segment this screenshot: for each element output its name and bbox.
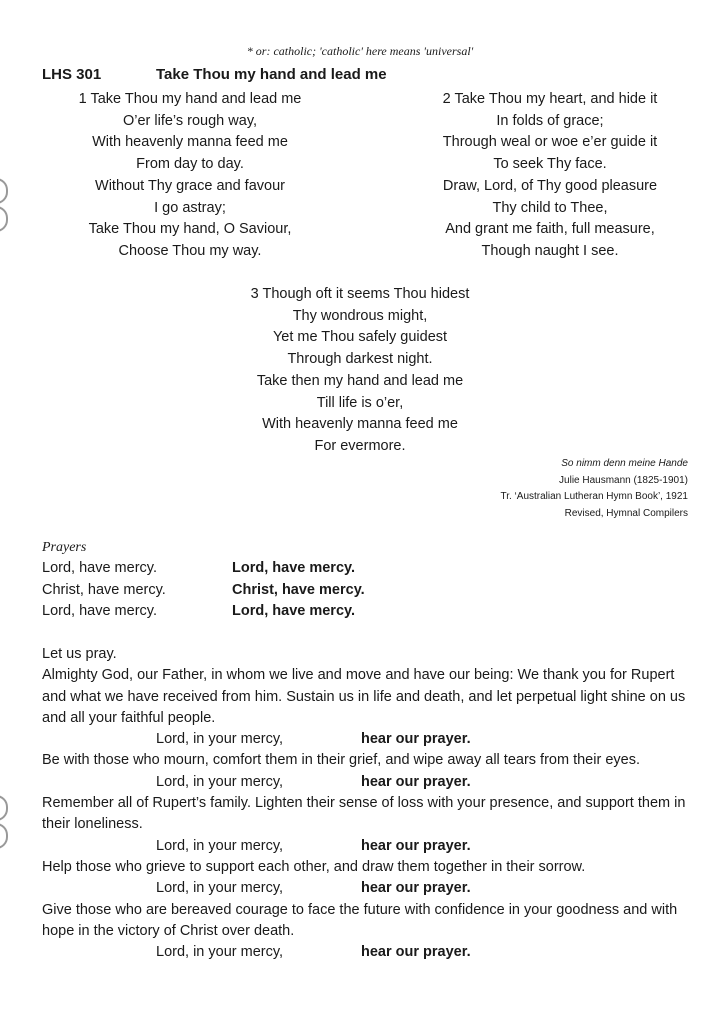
verse-line: Though naught I see. xyxy=(481,242,619,259)
revision-credit: Revised, Hymnal Compilers xyxy=(564,507,688,519)
prayers-heading: Prayers xyxy=(42,540,87,555)
response-people: hear our prayer. xyxy=(361,837,471,854)
verse-2 xyxy=(385,89,715,263)
response-leader: Lord, in your mercy, xyxy=(156,731,284,748)
response-leader: Lord, in your mercy, xyxy=(156,880,284,897)
verse-line: Through darkest night. xyxy=(287,351,433,368)
verse-line: With heavenly manna feed me xyxy=(92,134,288,151)
hymn-title: Take Thou my hand and lead me xyxy=(156,66,387,83)
response-people: hear our prayer. xyxy=(361,880,471,897)
kyrie xyxy=(42,558,365,623)
verse-line: Take Thou my hand, O Saviour, xyxy=(88,221,292,238)
kyrie-row xyxy=(42,580,365,602)
verse-line: From day to day. xyxy=(136,156,244,173)
verse-line: 2 Take Thou my heart, and hide it xyxy=(442,91,658,107)
response xyxy=(42,942,692,963)
people-line: Christ, have mercy. xyxy=(232,581,365,598)
margin-mark xyxy=(0,178,8,204)
verse-line: Yet me Thou safely guidest xyxy=(272,329,448,346)
verse-1 xyxy=(30,89,350,263)
petition: Almighty God, our Father, in whom we live and move and have our being: We thank you for Rupert and what we have received from him. Sustain us in life and death, and let perpetual light shine on us and all your faithful people. xyxy=(42,667,686,726)
response-leader: Lord, in your mercy, xyxy=(156,837,284,854)
petition: Remember all of Rupert’s family. Lighten their sense of loss with your presence, and support them in their loneliness. xyxy=(42,795,686,833)
translation-credit: Tr. ‘Australian Lutheran Hymn Book’, 1921 xyxy=(500,491,688,502)
hymn-credits xyxy=(500,456,688,522)
original-title: So nimm denn meine Hande xyxy=(561,458,688,469)
verse-line: I go astray; xyxy=(154,199,226,216)
author: Julie Hausmann (1825-1901) xyxy=(559,474,688,486)
verse-line: And grant me faith, full measure, xyxy=(445,221,655,238)
verse-line: Choose Thou my way. xyxy=(118,242,262,259)
footnote: * or: catholic; 'catholic' here means 'universal' xyxy=(246,44,474,58)
response-leader: Lord, in your mercy, xyxy=(156,773,284,790)
petition: Give those who are bereaved courage to face the future with confidence in your goodness and with hope in the victory of Christ over death. xyxy=(42,901,678,939)
people-line: Lord, have mercy. xyxy=(232,603,356,619)
margin-mark xyxy=(0,823,8,849)
verse-line: Draw, Lord, of Thy good pleasure xyxy=(442,177,658,194)
response-people: hear our prayer. xyxy=(361,731,471,748)
margin-mark xyxy=(0,795,8,821)
kyrie-row xyxy=(42,558,365,580)
leader-line: Christ, have mercy. xyxy=(42,581,166,598)
leader-line: Lord, have mercy. xyxy=(42,560,157,576)
response-people: hear our prayer. xyxy=(361,944,471,961)
kyrie-row xyxy=(42,601,365,623)
intercessions xyxy=(42,644,692,963)
verse-line: For evermore. xyxy=(314,437,406,454)
verse-line: In folds of grace; xyxy=(496,112,604,129)
verse-line: To seek Thy face. xyxy=(493,156,607,173)
response xyxy=(42,836,692,857)
verse-line: Till life is o’er, xyxy=(316,394,404,411)
hymn-number: LHS 301 xyxy=(42,66,102,83)
verse-line: 1 Take Thou my hand and lead me xyxy=(78,91,302,107)
response xyxy=(42,772,692,793)
response xyxy=(42,878,692,899)
verse-line: O’er life’s rough way, xyxy=(122,112,258,129)
leader-line: Lord, have mercy. xyxy=(42,603,157,619)
response xyxy=(42,729,692,750)
verse-line: Thy child to Thee, xyxy=(492,199,608,216)
verse-line: Take then my hand and lead me xyxy=(256,372,464,389)
verse-3 xyxy=(185,284,535,458)
verse-line: Through weal or woe e’er guide it xyxy=(442,134,658,151)
verse-line: Without Thy grace and favour xyxy=(95,177,285,194)
response-leader: Lord, in your mercy, xyxy=(156,944,284,961)
prayer-intro: Let us pray. xyxy=(42,646,117,662)
verse-line: 3 Though oft it seems Thou hidest xyxy=(250,286,470,302)
response-people: hear our prayer. xyxy=(361,773,471,790)
petition: Be with those who mourn, comfort them in their grief, and wipe away all tears from their eyes. xyxy=(42,752,640,769)
verse-line: Thy wondrous might, xyxy=(292,307,428,324)
petition: Help those who grieve to support each other, and draw them together in their sorrow. xyxy=(42,858,586,875)
people-line: Lord, have mercy. xyxy=(232,560,356,576)
margin-mark xyxy=(0,206,8,232)
verse-line: With heavenly manna feed me xyxy=(262,416,458,433)
